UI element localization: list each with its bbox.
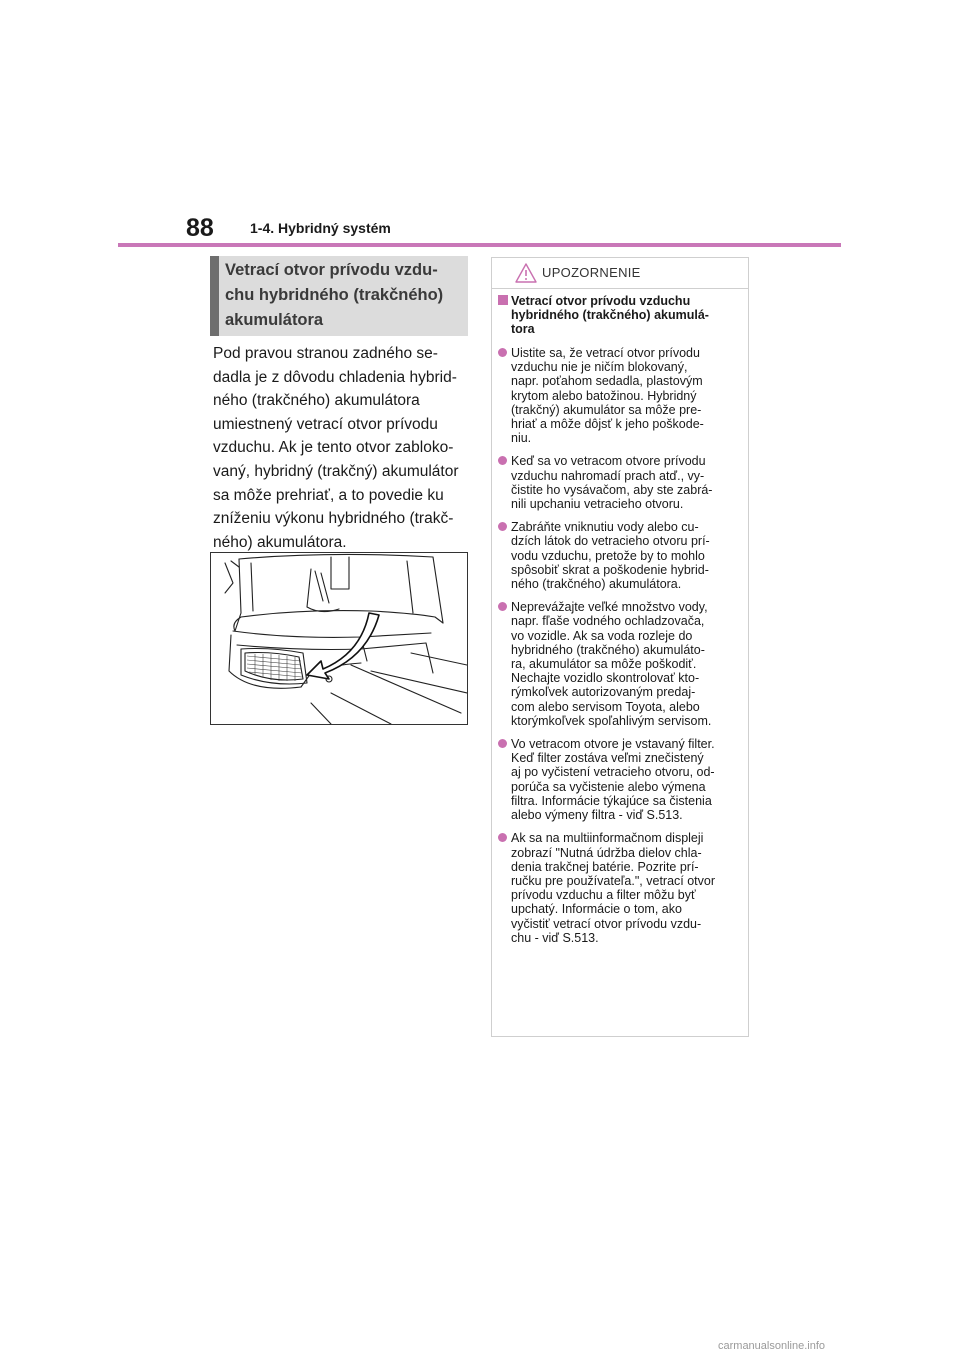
bullet-item: [498, 831, 746, 945]
body-line: zníženiu výkonu hybridného (trakč-: [213, 510, 454, 528]
heading-line: tora: [511, 322, 535, 336]
bullet-line: vzduchu nahromadí prach atď., vy-: [511, 468, 705, 483]
bullet-item: [498, 346, 746, 445]
caution-divider: [492, 288, 748, 289]
caution-heading: [498, 294, 746, 336]
bullet-line: ného (trakčného) akumulátora.: [511, 577, 682, 592]
round-bullet-icon: [498, 522, 507, 531]
bullet-line: napr. fľaše vodného ochladzovača,: [511, 614, 705, 629]
round-bullet-icon: [498, 602, 507, 611]
bullet-line: Nechajte vozidlo skontrolovať kto-: [511, 671, 700, 686]
body-paragraph: [213, 342, 469, 554]
bullet-line: Neprevážajte veľké množstvo vody,: [511, 600, 708, 615]
body-line: dadla je z dôvodu chladenia hybrid-: [213, 368, 457, 386]
round-bullet-icon: [498, 456, 507, 465]
bullet-line: porúča sa vyčistenie alebo výmena: [511, 779, 706, 794]
caution-box: [491, 257, 749, 1037]
bullet-item: [498, 600, 746, 728]
bullet-line: Keď sa vo vetracom otvore prívodu: [511, 454, 706, 469]
page-number: 88: [186, 214, 214, 242]
caution-bullets: [498, 346, 746, 954]
bullet-item: [498, 737, 746, 822]
title-line: akumulátora: [225, 311, 324, 329]
bullet-line: hriať a môže dôjsť k jeho poškode-: [511, 417, 704, 432]
bullet-line: krytom alebo batožinou. Hybridný: [511, 388, 697, 403]
body-line: Pod pravou stranou zadného se-: [213, 345, 438, 362]
section-label: 1-4. Hybridný systém: [250, 220, 391, 236]
bullet-line: nili upchaniu vetracieho otvoru.: [511, 497, 684, 512]
header-rule: [118, 243, 841, 247]
warning-triangle-icon: [514, 262, 538, 284]
bullet-line: com alebo servisom Toyota, alebo: [511, 699, 700, 714]
heading-line: Vetrací otvor prívodu vzduchu: [511, 294, 691, 308]
vent-illustration: [210, 552, 468, 725]
bullet-line: alebo výmeny filtra - viď S.513.: [511, 808, 683, 823]
body-line: vaný, hybridný (trakčný) akumulátor: [213, 462, 459, 480]
body-line: ného) akumulátora.: [213, 533, 347, 551]
body-line: umiestnený vetrací otvor prívodu: [213, 415, 438, 433]
bullet-line: Zabráňte vniknutiu vody alebo cu-: [511, 520, 699, 535]
section-title: [210, 256, 468, 336]
bullet-line: Keď filter zostáva veľmi znečistený: [511, 751, 704, 766]
bullet-line: ktorýmkoľvek spoľahlivým servisom.: [511, 713, 712, 728]
round-bullet-icon: [498, 739, 507, 748]
bullet-line: vo vozidle. Ak sa voda rozleje do: [511, 628, 693, 643]
bullet-line: niu.: [511, 431, 532, 446]
bullet-line: Ak sa na multiinformačnom displeji: [511, 831, 704, 846]
bullet-line: ručku pre používateľa.", vetrací otvor: [511, 873, 716, 888]
title-line: chu hybridného (trakčného): [225, 286, 444, 304]
bullet-item: [498, 454, 746, 511]
bullet-line: vodu vzduchu, pretože by to mohlo: [511, 548, 705, 563]
rear-seat-vent-drawing: [211, 553, 467, 724]
heading-line: hybridného (trakčného) akumulá-: [511, 308, 709, 322]
bullet-line: filtra. Informácie týkajúce sa čistenia: [511, 793, 712, 808]
body-line: vzduchu. Ak je tento otvor zabloko-: [213, 439, 454, 457]
bullet-line: vyčistiť vetrací otvor prívodu vzdu-: [511, 916, 702, 931]
bullet-line: denia trakčnej batérie. Pozrite prí-: [511, 859, 699, 874]
bullet-line: ra, akumulátor sa môže poškodiť.: [511, 657, 697, 672]
bullet-line: dzích látok do vetracieho otvoru prí-: [511, 534, 710, 549]
round-bullet-icon: [498, 833, 507, 842]
bullet-line: čistite ho vysávačom, aby ste zabrá-: [511, 482, 713, 497]
bullet-line: hybridného (trakčného) akumuláto-: [511, 642, 705, 657]
title-line: Vetrací otvor prívodu vzdu-: [225, 261, 438, 279]
square-bullet-icon: [498, 295, 508, 305]
round-bullet-icon: [498, 348, 507, 357]
footer-watermark: carmanualsonline.info: [718, 1340, 826, 1352]
bullet-line: upchatý. Informácie o tom, ako: [511, 902, 682, 917]
bullet-line: aj po vyčistení vetracieho otvoru, od-: [511, 765, 715, 780]
bullet-line: prívodu vzduchu a filter môžu byť: [511, 888, 696, 903]
bullet-line: vzduchu nie je ničím blokovaný,: [511, 360, 688, 375]
bullet-line: Uistite sa, že vetrací otvor prívodu: [511, 346, 700, 360]
bullet-line: Vo vetracom otvore je vstavaný filter.: [511, 737, 715, 752]
bullet-line: chu - viď S.513.: [511, 930, 599, 945]
bullet-item: [498, 520, 746, 591]
caution-title: UPOZORNENIE: [542, 265, 641, 280]
body-line: sa môže prehriať, a to povedie ku: [213, 486, 444, 504]
bullet-line: (trakčný) akumulátor sa môže pre-: [511, 402, 702, 417]
caution-header: [492, 258, 748, 288]
bullet-line: spôsobiť skrat a poškodenie hybrid-: [511, 562, 709, 577]
bullet-line: zobrazí "Nutná údržba dielov chla-: [511, 845, 702, 860]
bullet-line: napr. poťahom sedadla, plastovým: [511, 374, 703, 389]
body-line: ného (trakčného) akumulátora: [213, 392, 420, 410]
bullet-line: rýmkoľvek autorizovaným predaj-: [511, 685, 696, 700]
